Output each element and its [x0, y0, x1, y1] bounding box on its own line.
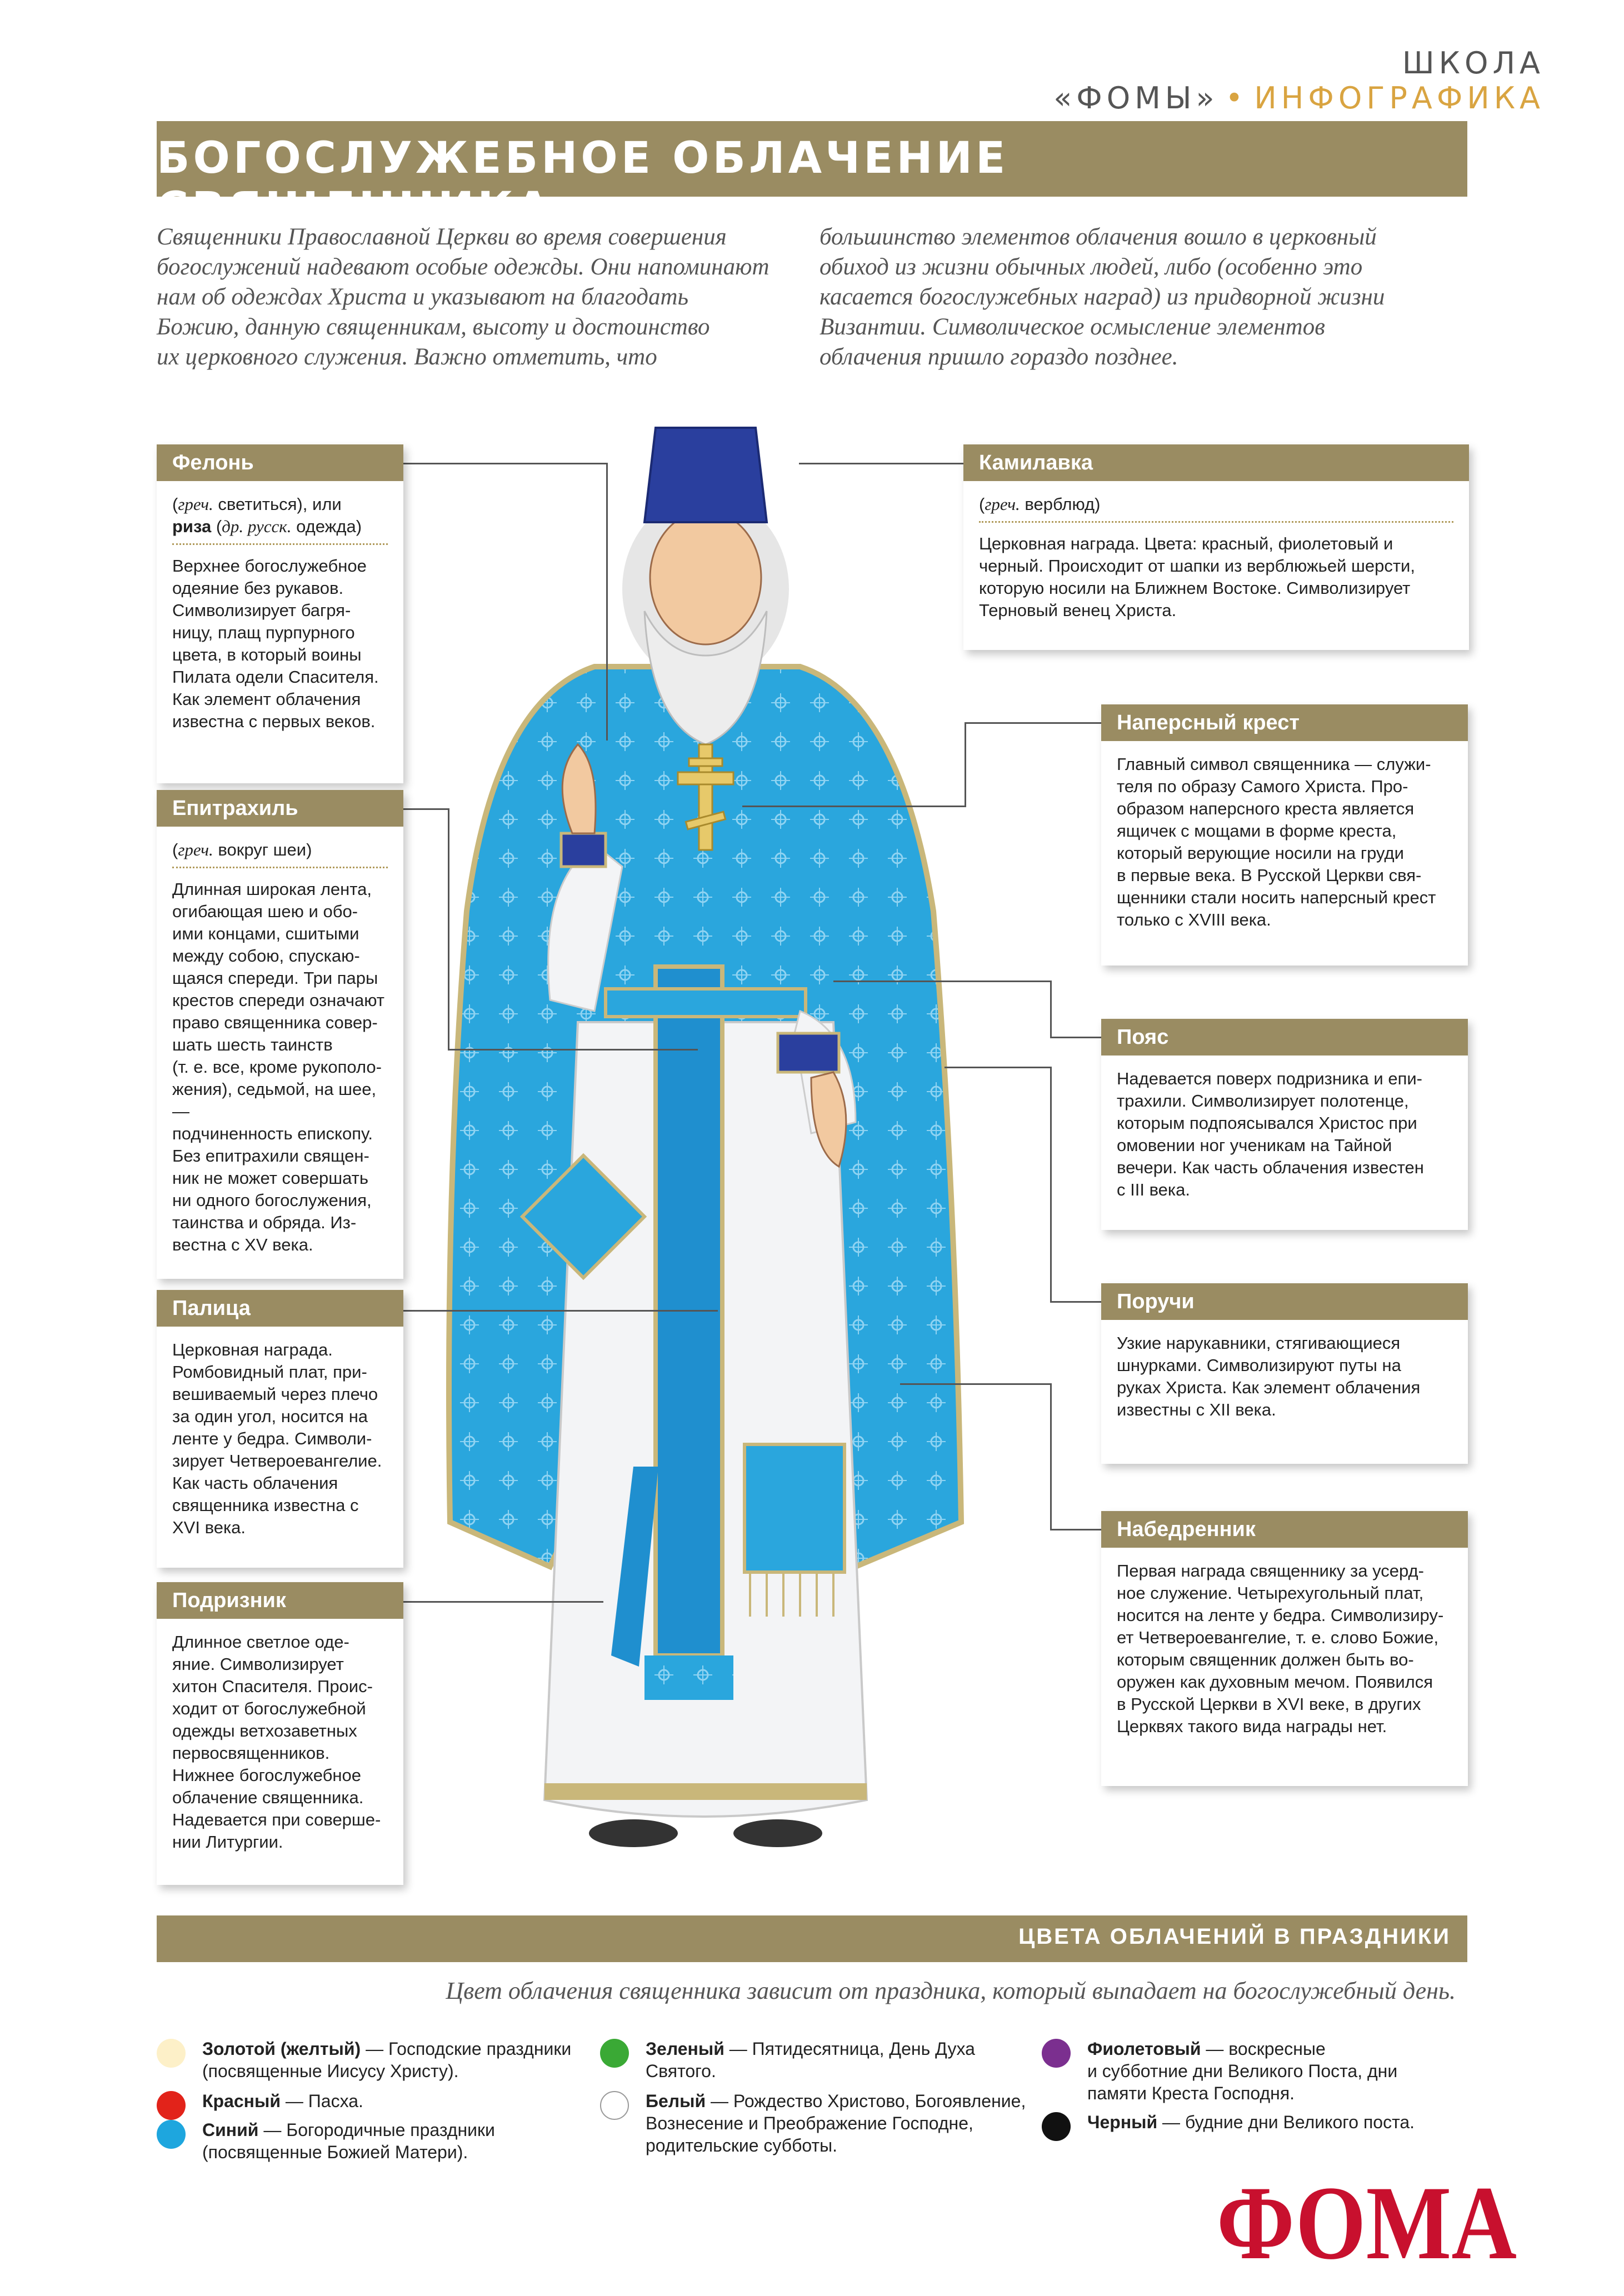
card-line: Церковная награда. Цвета: красный, фиолетовый и: [979, 534, 1393, 553]
card-line: Символизирует багря-: [172, 601, 351, 620]
card-line: ное служение. Четырехугольный плат,: [1117, 1583, 1424, 1603]
card-line: Надевается при соверше-: [172, 1810, 381, 1829]
legend-desc: Рождество Христово, Богоявление,: [733, 2091, 1026, 2111]
intro-right: [820, 222, 1475, 372]
card-body: [963, 481, 1469, 636]
legend-text: [646, 2038, 975, 2082]
text-fragment: верблюд): [1020, 494, 1101, 514]
card-line: XVI века.: [172, 1518, 246, 1537]
poruchi-shape: [778, 1033, 839, 1072]
card-line: огибающая шею и обо-: [172, 902, 358, 921]
card-line: Первая награда священнику за усерд-: [1117, 1561, 1424, 1580]
legend-text: [1087, 2038, 1397, 2104]
leader-line: [1050, 981, 1052, 1038]
leader-line: [403, 1310, 718, 1312]
legend-desc: Вознесение и Преображение Господне,: [646, 2113, 973, 2133]
card-body: [1101, 1548, 1468, 1752]
legend-desc: Пасха.: [308, 2091, 363, 2111]
card-title: Епитрахиль: [157, 790, 403, 827]
card-line: таинства и обряда. Из-: [172, 1213, 357, 1232]
card-body: [1101, 1320, 1468, 1435]
leader-line: [799, 463, 963, 464]
intro-line: Божию, данную священникам, высоту и достоинство: [157, 314, 710, 340]
card-line: щаяся спереди. Три пары: [172, 968, 378, 988]
text-fragment: греч.: [178, 494, 213, 514]
legend-black: [1042, 2111, 1475, 2144]
card-body: [157, 481, 403, 747]
legend-text: [202, 2038, 571, 2082]
legend-color-name: Фиолетовый: [1087, 2039, 1201, 2059]
text-fragment: одежда): [291, 517, 362, 536]
card-line: только с XVIII века.: [1117, 910, 1271, 929]
leader-line: [1050, 1529, 1101, 1530]
card-line: право священника совер-: [172, 1013, 378, 1032]
swatch-green: [600, 2039, 629, 2068]
intro-line: обиход из жизни обычных людей, либо (особенно это: [820, 254, 1363, 280]
card-line: вечери. Как часть облачения известен: [1117, 1158, 1424, 1177]
brand-label: ШКОЛА «ФОМЫ»: [1053, 46, 1545, 116]
card-line: Терновый венец Христа.: [979, 601, 1177, 620]
card-line: ет Четвероевангелие, т. е. слово Божие,: [1117, 1628, 1439, 1647]
legend-text: [202, 2119, 495, 2163]
card-body: [1101, 1056, 1468, 1215]
swatch-red: [157, 2091, 186, 2120]
intro-line: большинство элементов облачения вошло в церковный: [820, 224, 1377, 250]
foma-logo: [1211, 2165, 1522, 2282]
card-felon: [157, 444, 403, 783]
card-subtitle: [979, 493, 1453, 523]
card-line: образом наперсного креста является: [1117, 799, 1415, 818]
legend-desc: (посвященные Иисусу Христу).: [202, 2061, 459, 2081]
poyas-shape: [606, 989, 806, 1017]
legend-color-name: Красный: [202, 2091, 281, 2111]
legend-desc: памяти Креста Господня.: [1087, 2083, 1295, 2103]
text-fragment: риза: [172, 517, 212, 536]
card-line: жения), седьмой, на шее, —: [172, 1079, 377, 1121]
card-title: Набедренник: [1101, 1511, 1468, 1548]
legend-sep: —: [258, 2120, 287, 2140]
leader-line: [965, 722, 966, 807]
card-body: [157, 827, 403, 1270]
card-title: Пояс: [1101, 1019, 1468, 1056]
colors-intro: Цвет облачения священника зависит от праздника, который выпадает на богослужебный день.: [446, 1977, 1456, 2004]
card-line: которым священник должен быть во-: [1117, 1650, 1414, 1669]
text-fragment: др. русск.: [222, 517, 292, 536]
card-line: носится на ленте у бедра. Символизиру-: [1117, 1605, 1444, 1625]
card-line: за один угол, носится на: [172, 1407, 368, 1426]
card-line: руках Христа. Как элемент облачения: [1117, 1378, 1421, 1397]
card-line: Нижнее богослужебное: [172, 1765, 361, 1785]
leader-line: [1050, 1301, 1101, 1303]
legend-sep: —: [724, 2039, 752, 2059]
card-line: теля по образу Самого Христа. Про-: [1117, 777, 1408, 796]
leader-line: [403, 463, 606, 464]
leader-line: [606, 463, 608, 741]
legend-sep: —: [361, 2039, 388, 2059]
legend-sep: —: [281, 2091, 308, 2111]
legend-color-name: Синий: [202, 2120, 259, 2140]
card-line: шнурками. Символизируют путы на: [1117, 1355, 1401, 1375]
card-line: трахили. Символизирует полотенце,: [1117, 1091, 1409, 1111]
card-line: которым подпоясывался Христос при: [1117, 1113, 1417, 1133]
card-line: между собою, спускаю-: [172, 946, 360, 966]
legend-desc: и субботние дни Великого Поста, дни: [1087, 2061, 1398, 2081]
card-line: подчиненность епископу.: [172, 1124, 373, 1143]
legend-desc: Богородичные праздники: [286, 2120, 495, 2140]
leader-line: [1050, 1383, 1052, 1530]
card-podriznik: [157, 1582, 403, 1885]
legend-text: [646, 2090, 1026, 2157]
card-line: Главный символ священника — служи-: [1117, 754, 1431, 774]
card-line: ходит от богослужебной: [172, 1699, 366, 1718]
card-line: Верхнее богослужебное: [172, 556, 367, 576]
card-line: Церковная награда.: [172, 1340, 333, 1359]
card-line: одежды ветхозаветных: [172, 1721, 357, 1740]
legend-blue: [157, 2119, 590, 2169]
text-fragment: греч.: [985, 494, 1020, 514]
priest-illustration: [411, 411, 1000, 1867]
title-bar: [157, 121, 1467, 233]
leader-line: [833, 981, 1050, 982]
swatch-black: [1042, 2112, 1071, 2141]
swatch-violet: [1042, 2039, 1071, 2068]
legend-color-name: Черный: [1087, 2112, 1158, 2132]
card-line: (т. е. все, кроме рукополо-: [172, 1057, 382, 1077]
card-poruchi: [1101, 1283, 1468, 1464]
intro-left: [157, 222, 812, 372]
card-line: которую носили на Ближнем Востоке. Символизирует: [979, 578, 1411, 598]
leader-line: [965, 722, 1101, 724]
card-line: хитон Спасителя. Проис-: [172, 1677, 373, 1696]
intro-line: Священники Православной Церкви во время совершения: [157, 224, 727, 250]
top-brand: [900, 46, 1545, 116]
legend-text: [202, 2090, 363, 2112]
card-line: Ромбовидный плат, при-: [172, 1362, 367, 1382]
leader-line: [1050, 1067, 1052, 1303]
legend-sep: —: [706, 2091, 733, 2111]
kamilavka-shape: [644, 428, 767, 522]
card-line: вестна с XV века.: [172, 1235, 313, 1254]
card-line: яние. Символизирует: [172, 1654, 344, 1674]
card-line: Надевается поверх подризника и епи-: [1117, 1069, 1423, 1088]
card-palitsa: [157, 1290, 403, 1568]
card-line: известна с первых веков.: [172, 712, 376, 731]
card-line: оружен как духовным мечом. Появился: [1117, 1672, 1433, 1692]
card-pectoral-cross: [1101, 704, 1468, 966]
leader-line: [448, 1049, 698, 1051]
card-line: зирует Четвероевангелие.: [172, 1451, 382, 1470]
intro-line: Византии. Символическое осмысление элементов: [820, 314, 1325, 340]
card-title: Фелонь: [157, 444, 403, 481]
card-line: облачение священника.: [172, 1788, 364, 1807]
card-line: ни одного богослужения,: [172, 1190, 372, 1210]
colors-section-title: ЦВЕТА ОБЛАЧЕНИЙ В ПРАЗДНИКИ: [1018, 1924, 1451, 1949]
card-line: ящичек с мощами в форме креста,: [1117, 821, 1397, 841]
card-line: шать шесть таинств: [172, 1035, 333, 1054]
text-fragment: (: [172, 840, 178, 859]
card-line: в Русской Церкви в XVI веке, в других: [1117, 1694, 1421, 1714]
legend-gold: [157, 2038, 590, 2088]
card-title: Камилавка: [963, 444, 1469, 481]
text-fragment: греч.: [178, 840, 213, 859]
leader-line: [945, 1067, 1050, 1068]
page-title: БОГОСЛУЖЕБНОЕ ОБЛАЧЕНИЕ СВЯЩЕННИКА: [157, 133, 1009, 233]
legend-violet: [1042, 2038, 1475, 2110]
card-line: Церквях такого вида награды нет.: [1117, 1717, 1387, 1736]
card-body: [157, 1619, 403, 1868]
card-title: Подризник: [157, 1582, 403, 1619]
leader-line: [900, 1383, 1050, 1385]
legend-color-name: Белый: [646, 2091, 706, 2111]
legend-desc: родительские субботы.: [646, 2135, 838, 2155]
legend-green: [600, 2038, 1011, 2088]
card-line: который верующие носили на груди: [1117, 843, 1404, 863]
card-title: Поручи: [1101, 1283, 1468, 1320]
intro-line: нам об одеждах Христа и указывают на благодать: [157, 284, 689, 310]
card-line: ленте у бедра. Символи-: [172, 1429, 372, 1448]
card-line: щенники стали носить наперсный крест: [1117, 888, 1436, 907]
separator-dot: •: [1225, 81, 1248, 116]
card-poyas: [1101, 1019, 1468, 1230]
card-line: с III века.: [1117, 1180, 1191, 1199]
card-line: крестов спереди означают: [172, 991, 385, 1010]
card-line: нии Литургии.: [172, 1832, 283, 1852]
card-nabedrennik: [1101, 1511, 1468, 1786]
card-line: омовении ног ученикам на Тайной: [1117, 1136, 1392, 1155]
legend-desc: Пятидесятница, День Духа: [752, 2039, 975, 2059]
card-line: Длинная широкая лента,: [172, 879, 372, 899]
leader-line: [448, 808, 449, 1051]
card-line: известны с XII века.: [1117, 1400, 1276, 1419]
card-body: [157, 1327, 403, 1553]
card-line: Длинное светлое оде-: [172, 1632, 349, 1652]
card-line: Узкие нарукавники, стягивающиеся: [1117, 1333, 1401, 1353]
text-fragment: (: [211, 517, 222, 536]
card-line: в первые века. В Русской Церкви свя-: [1117, 866, 1422, 885]
intro-line: богослужений надевают особые одежды. Они напоминают: [157, 254, 769, 280]
card-line: одеяние без рукавов.: [172, 578, 344, 598]
leader-line: [1050, 1037, 1101, 1038]
card-body: [1101, 741, 1468, 946]
legend-text: [1087, 2111, 1415, 2133]
legend-desc: (посвященные Божией Матери).: [202, 2142, 468, 2162]
swatch-gold: [157, 2039, 186, 2068]
logo-text: ФОМА: [1217, 2165, 1517, 2282]
card-line: цвета, в который воины: [172, 645, 362, 664]
card-line: Пилата одели Спасителя.: [172, 667, 379, 687]
swatch-white: [600, 2091, 629, 2120]
legend-color-name: Зеленый: [646, 2039, 724, 2059]
section-label: ИНФОГРАФИКА: [1254, 81, 1545, 116]
card-line: Без епитрахили священ-: [172, 1146, 369, 1165]
card-line: первосвященников.: [172, 1743, 330, 1763]
intro-line: облачения пришло гораздо позднее.: [820, 344, 1178, 370]
card-line: ницу, плащ пурпурного: [172, 623, 355, 642]
card-subtitle: [172, 493, 388, 545]
card-line: черный. Происходит от шапки из верблюжьей шерсти,: [979, 556, 1415, 576]
legend-desc: Господские праздники: [388, 2039, 572, 2059]
legend-sep: —: [1157, 2112, 1185, 2132]
legend-desc: Святого.: [646, 2061, 716, 2081]
text-fragment: светиться), или: [213, 494, 342, 514]
text-fragment: (: [172, 494, 178, 514]
leader-line: [742, 806, 965, 807]
legend-color-name: Золотой (желтый): [202, 2039, 361, 2059]
card-line: священника известна с: [172, 1495, 359, 1515]
swatch-blue: [157, 2120, 186, 2149]
intro-line: касается богослужебных наград) из придворной жизни: [820, 284, 1385, 310]
legend-desc: будние дни Великого поста.: [1185, 2112, 1415, 2132]
card-line: вешиваемый через плечо: [172, 1384, 378, 1404]
text-fragment: (: [979, 494, 985, 514]
colors-section-bar: [157, 1915, 1467, 1962]
leader-line: [403, 808, 448, 810]
card-line: ник не может совершать: [172, 1168, 369, 1188]
nabedrennik-shape: [744, 1444, 845, 1572]
card-line: ими концами, сшитыми: [172, 924, 359, 943]
intro-line: их церковного служения. Важно отметить, что: [157, 344, 657, 370]
leader-line: [403, 1601, 603, 1603]
card-line: Как элемент облачения: [172, 689, 361, 709]
text-fragment: вокруг шеи): [213, 840, 312, 859]
card-epitrachil: [157, 790, 403, 1279]
legend-red: [157, 2090, 590, 2123]
legend-white: [600, 2090, 1026, 2162]
legend-sep: —: [1201, 2039, 1229, 2059]
card-subtitle: [172, 839, 388, 868]
card-title: Палица: [157, 1290, 403, 1327]
card-title: Наперсный крест: [1101, 704, 1468, 741]
legend-desc: воскресные: [1228, 2039, 1326, 2059]
card-line: Как часть облачения: [172, 1473, 338, 1493]
card-kamilavka: [963, 444, 1469, 650]
